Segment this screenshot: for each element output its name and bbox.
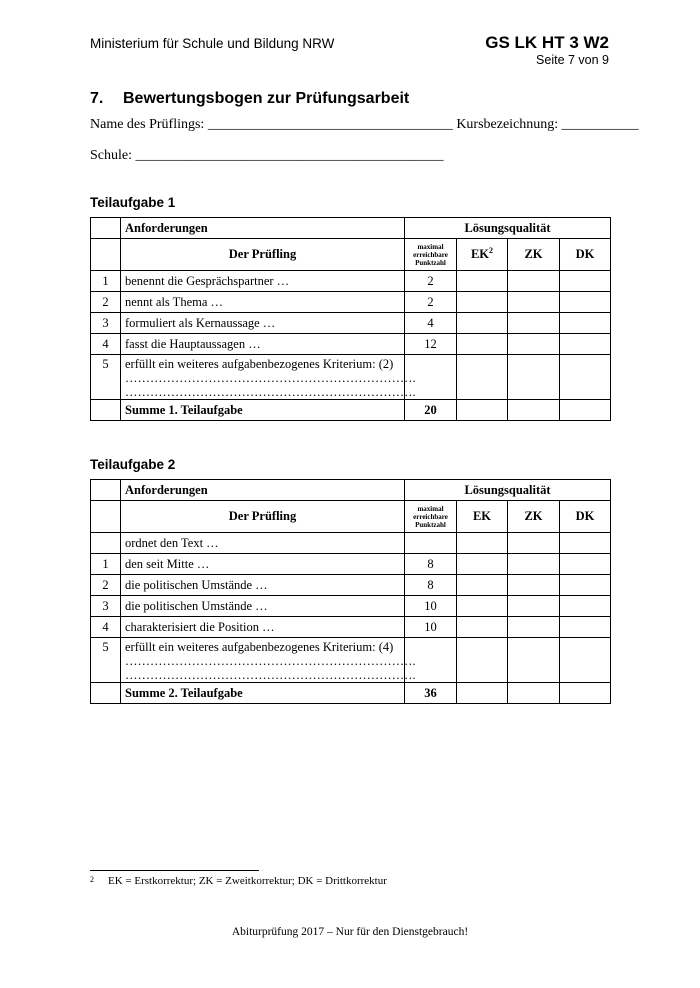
page-footer: Abiturprüfung 2017 – Nur für den Dienstgebrauch!	[231, 926, 469, 938]
ek-header: $EK^2$	[457, 239, 508, 271]
ek-cell[interactable]	[457, 400, 508, 421]
table-row: 4 fasst die Hauptaussagen … 12	[91, 334, 611, 355]
document-code: GS LK HT 3 W2	[485, 33, 609, 52]
zk-cell[interactable]	[508, 554, 560, 575]
ek-cell[interactable]	[457, 596, 508, 617]
dk-cell[interactable]	[560, 617, 611, 638]
table-sum-row: Summe 2. Teilaufgabe 36	[91, 683, 611, 704]
zk-cell[interactable]	[508, 271, 560, 292]
page-number: Seite 7 von 9	[536, 53, 609, 67]
ek-header: EK	[457, 501, 508, 533]
footnote	[90, 875, 387, 887]
ek-cell[interactable]	[457, 334, 508, 355]
teilaufgabe-2-label: Teilaufgabe 2	[90, 457, 176, 472]
zk-cell[interactable]	[508, 313, 560, 334]
school-line: Schule: ____________________________________________	[90, 148, 444, 163]
loesungsqualitaet-header: Lösungsqualität	[405, 218, 611, 239]
loesungsqualitaet-header: Lösungsqualität	[405, 480, 611, 501]
table-row: 3 formuliert als Kernaussage … 4	[91, 313, 611, 334]
pruefling-header: Der Prüfling	[121, 239, 405, 271]
dk-cell[interactable]	[560, 334, 611, 355]
table-subheader-row	[91, 501, 611, 533]
table-row: 1 den seit Mitte … 8	[91, 554, 611, 575]
dk-cell[interactable]	[560, 575, 611, 596]
ek-cell[interactable]	[457, 554, 508, 575]
dk-cell[interactable]	[560, 596, 611, 617]
ek-cell[interactable]	[457, 271, 508, 292]
footnote-text: EK = Erstkorrektur; ZK = Zweitkorrektur; DK = Drittkorrektur	[108, 875, 387, 887]
zk-cell[interactable]	[508, 638, 560, 683]
zk-cell[interactable]	[508, 292, 560, 313]
table-row-intro: ordnet den Text …	[91, 533, 611, 554]
zk-cell[interactable]	[508, 596, 560, 617]
dk-header: DK	[560, 239, 611, 271]
anforderungen-header: Anforderungen	[121, 218, 405, 239]
table-row: 2 die politischen Umstände … 8	[91, 575, 611, 596]
section-title-text: Bewertungsbogen zur Prüfungsarbeit	[123, 90, 410, 107]
ek-cell[interactable]	[457, 292, 508, 313]
zk-cell[interactable]	[508, 400, 560, 421]
ek-cell[interactable]	[457, 617, 508, 638]
section-number: 7.	[90, 90, 104, 107]
table-row: 2 nennt als Thema … 2	[91, 292, 611, 313]
dk-cell[interactable]	[560, 400, 611, 421]
ek-cell[interactable]	[457, 638, 508, 683]
zk-cell[interactable]	[508, 617, 560, 638]
ministry-name: Ministerium für Schule und Bildung NRW	[90, 36, 335, 51]
max-points-header: maximal erreichbare Punktzahl	[405, 501, 457, 533]
ek-cell[interactable]	[457, 355, 508, 400]
dk-cell[interactable]	[560, 554, 611, 575]
footnote-divider	[90, 870, 259, 871]
table-row-extra-criterion: 5 erfüllt ein weiteres aufgabenbezogenes Kriterium: (2) ……………………………………………………………. …………………………………………………………….	[91, 355, 611, 400]
table-row-extra-criterion: 5 erfüllt ein weiteres aufgabenbezogenes Kriterium: (4) ……………………………………………………………. …………………………………………………………….	[91, 638, 611, 683]
ek-cell[interactable]	[457, 313, 508, 334]
zk-cell[interactable]	[508, 355, 560, 400]
table-subheader-row	[91, 239, 611, 271]
zk-header: ZK	[508, 501, 560, 533]
dk-header: DK	[560, 501, 611, 533]
ek-cell[interactable]	[457, 683, 508, 704]
dk-cell[interactable]	[560, 638, 611, 683]
dk-cell[interactable]	[560, 683, 611, 704]
dk-cell[interactable]	[560, 355, 611, 400]
name-line: Name des Prüflings: ___________________________________ Kursbezeichnung: ___________	[90, 117, 639, 132]
section-title	[90, 90, 409, 108]
ek-cell[interactable]	[457, 575, 508, 596]
footnote-marker: 2	[90, 875, 94, 884]
max-points-header: maximal erreichbare Punktzahl	[405, 239, 457, 271]
table-row: 4 charakterisiert die Position … 10	[91, 617, 611, 638]
zk-cell[interactable]	[508, 334, 560, 355]
table-header-row	[91, 218, 611, 239]
teilaufgabe-2-table	[90, 479, 611, 704]
teilaufgabe-1-table	[90, 217, 611, 421]
zk-cell[interactable]	[508, 683, 560, 704]
dk-cell[interactable]	[560, 271, 611, 292]
table-row: 3 die politischen Umstände … 10	[91, 596, 611, 617]
zk-header: ZK	[508, 239, 560, 271]
pruefling-header: Der Prüfling	[121, 501, 405, 533]
zk-cell[interactable]	[508, 575, 560, 596]
table-row: 1 benennt die Gesprächspartner … 2	[91, 271, 611, 292]
table-sum-row: Summe 1. Teilaufgabe 20	[91, 400, 611, 421]
anforderungen-header: Anforderungen	[121, 480, 405, 501]
dk-cell[interactable]	[560, 292, 611, 313]
dk-cell[interactable]	[560, 313, 611, 334]
table-header-row	[91, 480, 611, 501]
teilaufgabe-1-label: Teilaufgabe 1	[90, 195, 176, 210]
